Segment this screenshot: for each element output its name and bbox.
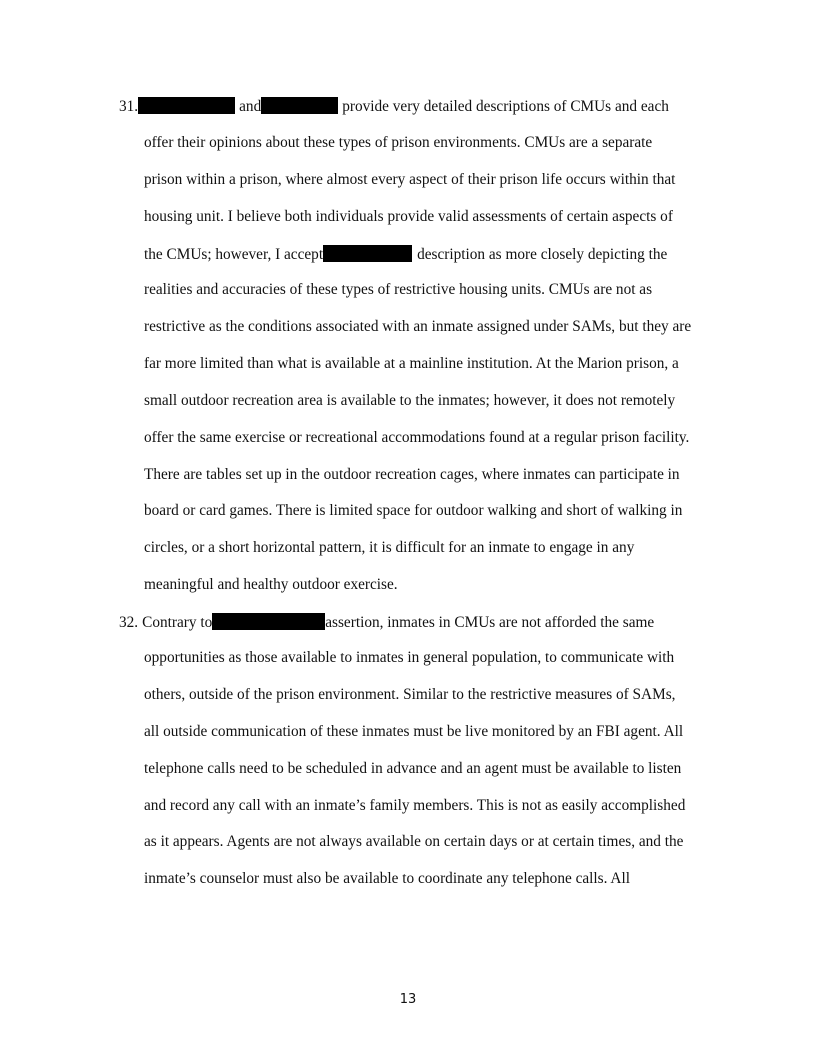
paragraph-32-line-1 xyxy=(119,613,654,632)
paragraph-line: others, outside of the prison environment. Similar to the restrictive measures of SAMs, xyxy=(144,686,676,703)
paragraph-32-number: 32. xyxy=(119,614,139,631)
paragraph-line: far more limited than what is available at a mainline institution. At the Marion prison, a xyxy=(144,355,679,372)
paragraph-line: as it appears. Agents are not always available on certain days or at certain times, and the xyxy=(144,833,684,850)
page-number: 13 xyxy=(399,992,417,1007)
paragraph-line: circles, or a short horizontal pattern, it is difficult for an inmate to engage in any xyxy=(144,539,635,556)
paragraph-line: small outdoor recreation area is available to the inmates; however, it does not remotely xyxy=(144,392,676,409)
paragraph-31-line-5 xyxy=(144,245,667,264)
paragraph-text: and xyxy=(239,98,262,115)
paragraph-31-line-1 xyxy=(119,97,669,116)
paragraph-line: There are tables set up in the outdoor recreation cages, where inmates can participate in xyxy=(144,466,680,483)
paragraph-text: Contrary to xyxy=(142,614,213,631)
redaction-block xyxy=(138,97,235,114)
redaction-block xyxy=(323,245,412,262)
paragraph-line: telephone calls need to be scheduled in advance and an agent must be available to listen xyxy=(144,760,682,777)
paragraph-line: and record any call with an inmate’s family members. This is not as easily accomplished xyxy=(144,797,686,814)
paragraph-text: assertion, inmates in CMUs are not afforded the same xyxy=(325,614,655,631)
paragraph-text: provide very detailed descriptions of CMUs and each xyxy=(342,98,669,115)
paragraph-line: board or card games. There is limited space for outdoor walking and short of walking in xyxy=(144,502,683,519)
paragraph-line: prison within a prison, where almost every aspect of their prison life occurs within that xyxy=(144,171,676,188)
paragraph-line: restrictive as the conditions associated with an inmate assigned under SAMs, but they are xyxy=(144,318,692,335)
redaction-block xyxy=(212,613,325,630)
paragraph-line: offer the same exercise or recreational accommodations found at a regular prison facility. xyxy=(144,429,690,446)
paragraph-line: inmate’s counselor must also be available to coordinate any telephone calls. All xyxy=(144,870,630,887)
paragraph-line: meaningful and healthy outdoor exercise. xyxy=(144,576,398,593)
paragraph-text: the CMUs; however, I accept xyxy=(144,246,324,263)
paragraph-line: realities and accuracies of these types of restrictive housing units. CMUs are not as xyxy=(144,281,653,298)
redaction-block xyxy=(261,97,338,114)
paragraph-31-number: 31. xyxy=(119,98,139,115)
paragraph-line: opportunities as those available to inmates in general population, to communicate with xyxy=(144,649,675,666)
paragraph-line: housing unit. I believe both individuals provide valid assessments of certain aspects of xyxy=(144,208,673,225)
paragraph-line: all outside communication of these inmates must be live monitored by an FBI agent. All xyxy=(144,723,684,740)
paragraph-line: offer their opinions about these types of prison environments. CMUs are a separate xyxy=(144,134,653,151)
paragraph-text: description as more closely depicting the xyxy=(417,246,668,263)
